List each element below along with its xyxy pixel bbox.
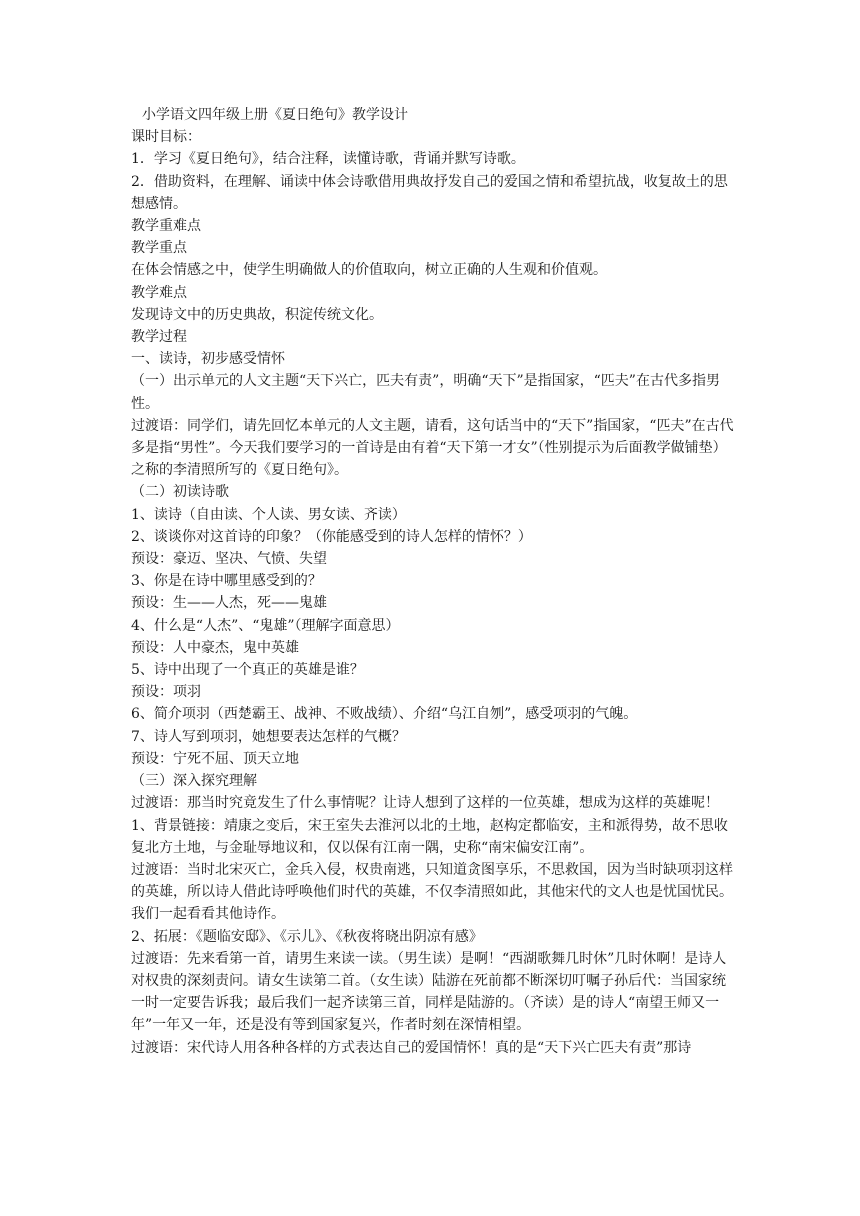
objective-item: 1．学习《夏日绝句》，结合注释，读懂诗歌，背诵并默写诗歌。: [131, 151, 525, 168]
document-title: 小学语文四年级上册《夏日绝句》教学设计: [142, 107, 408, 123]
paragraph: 在体会情感之中，使学生明确做人的价值取向，树立正确的人生观和价值观。: [131, 262, 607, 279]
section-heading: 教学重点: [131, 240, 187, 257]
section-heading: （二）初读诗歌: [131, 484, 229, 501]
section-heading: （三）深入探究理解: [131, 773, 257, 790]
paragraph: 1、背景链接：靖康之变后，宋王室失去淮河以北的土地，赵构定都临安，主和派得势，故不思收复北方土地，与金耻辱地议和，仅以保有江南一隅，史称“南宋偏安江南”。: [131, 817, 728, 856]
list-item: 7、诗人写到项羽，她想要表达怎样的气概？: [131, 728, 406, 745]
list-item: 4、什么是“人杰”、“鬼雄”（理解字面意思）: [131, 617, 400, 634]
paragraph: 过渡语：先来看第一首，请男生来读一读。（男生读）是啊！“西湖歌舞几时休”几时休啊！是诗人对权贵的深刻责问。请女生读第二首。（女生读）陆游在死前都不断深切叮嘱子孙后代：当国家统一时一定要告诉我；最后我们一起齐读第三首，同样是陆游的。（齐读）是的诗人“南望王师又一年”一年又一年，还是没有等到国家复兴，作者时刻在深情相望。: [131, 950, 727, 1034]
section-heading: 教学过程: [131, 329, 187, 346]
list-item: 1、读诗（自由读、个人读、男女读、齐读）: [131, 506, 406, 523]
list-item: 5、诗中出现了一个真正的英雄是谁？: [131, 662, 364, 679]
document-body: [131, 104, 737, 1059]
list-item: 6、简介项羽（西楚霸王、战神、不败战绩）、介绍“乌江自刎”，感受项羽的气魄。: [131, 706, 638, 723]
paragraph: 过渡语：宋代诗人用各种各样的方式表达自己的爱国情怀！真的是“天下兴亡匹夫有责”那诗: [131, 1039, 692, 1056]
section-heading: 课时目标：: [131, 129, 201, 146]
list-item: 2、拓展：《题临安邸》、《示儿》、《秋夜将晓出阴凉有感》: [131, 928, 483, 945]
section-heading: 教学重难点: [131, 218, 201, 235]
paragraph: 发现诗文中的历史典故，积淀传统文化。: [131, 306, 383, 323]
list-item: 预设：生——人杰，死——鬼雄: [131, 595, 327, 612]
paragraph: 过渡语：那当时究竟发生了什么事情呢？让诗人想到了这样的一位英雄，想成为这样的英雄呢！: [131, 795, 719, 812]
list-item: 预设：人中豪杰，鬼中英雄: [131, 639, 299, 656]
list-item: 3、你是在诗中哪里感受到的？: [131, 573, 322, 590]
section-heading: 教学难点: [131, 284, 187, 301]
list-item: 预设：宁死不屈、顶天立地: [131, 750, 299, 767]
list-item: 预设：豪迈、坚决、气愤、失望: [131, 551, 327, 568]
paragraph: 过渡语：当时北宋灭亡，金兵入侵，权贵南逃，只知道贪图享乐，不思救国，因为当时缺项羽这样的英雄，所以诗人借此诗呼唤他们时代的英雄，不仅李清照如此，其他宋代的文人也是忧国忧民。我们一起看看其他诗作。: [131, 861, 733, 923]
list-item: 预设：项羽: [131, 684, 201, 701]
section-heading: 一、读诗，初步感受情怀: [131, 351, 285, 368]
list-item: 2、谈谈你对这首诗的印象？（你能感受到的诗人怎样的情怀？）: [131, 528, 532, 545]
objective-item: 2．借助资料，在理解、诵读中体会诗歌借用典故抒发自己的爱国之情和希望抗战，收复故土的思想感情。: [131, 173, 728, 212]
paragraph: 过渡语：同学们，请先回忆本单元的人文主题，请看，这句话当中的“天下”指国家，“匹夫”在古代多是指“男性”。今天我们要学习的一首诗是由有着“天下第一才女”（性别提示为后面教学做铺垫）之称的李清照所写的《夏日绝句》。: [131, 417, 734, 479]
paragraph: （一）出示单元的人文主题“天下兴亡，匹夫有责”，明确“天下”是指国家，“匹夫”在古代多指男性。: [131, 373, 720, 412]
